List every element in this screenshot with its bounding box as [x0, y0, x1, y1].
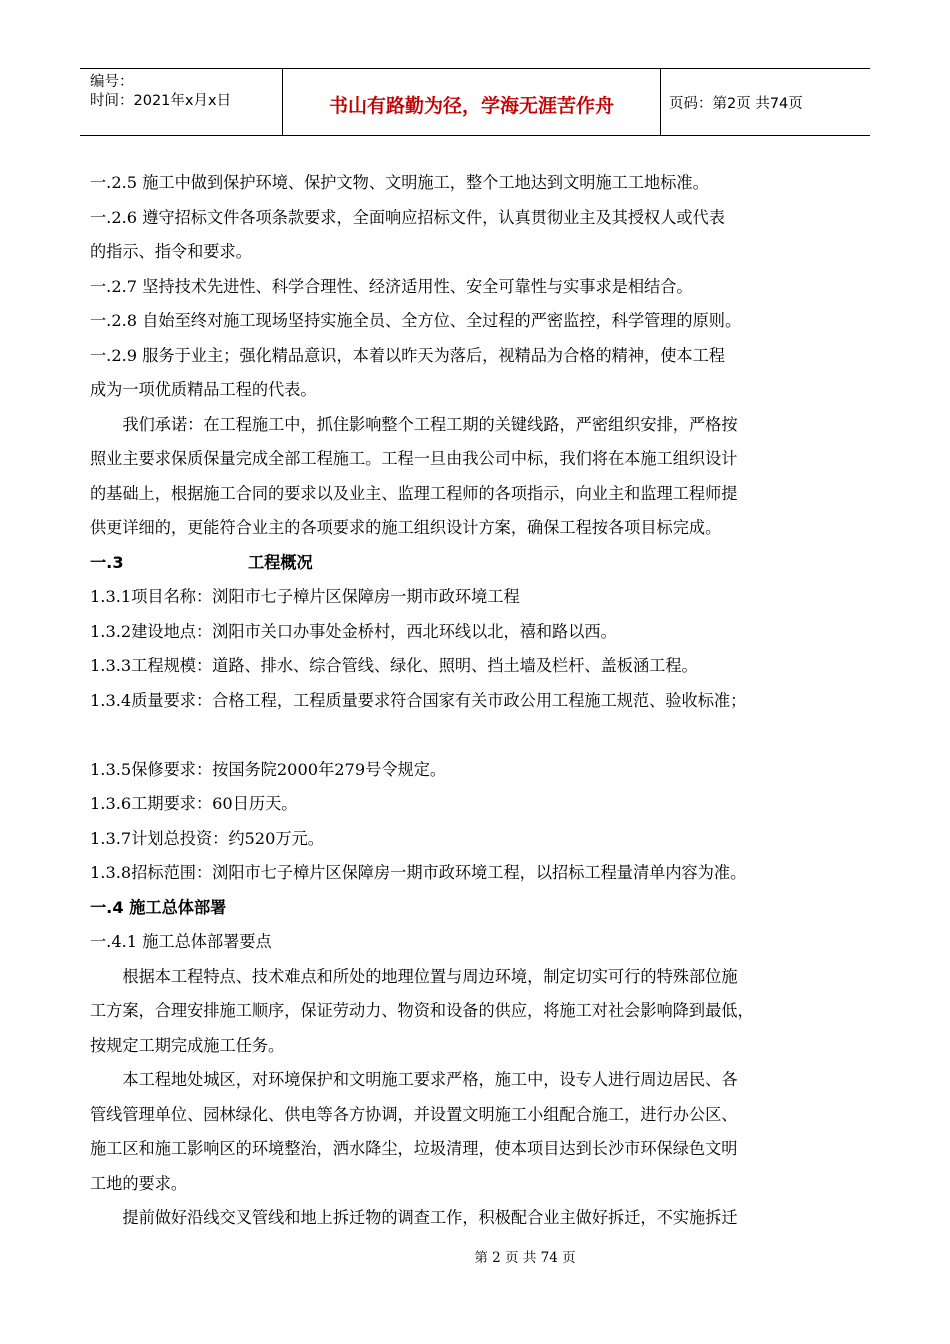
blank-line — [90, 718, 865, 753]
list-item: 1.3.8招标范围：浏阳市七子樟片区保障房一期市政环境工程，以招标工程量清单内容为准。 — [90, 863, 747, 882]
paragraph: 一.2.8 自始至终对施工现场坚持实施全员、全方位、全过程的严密监控，科学管理的原则。 — [90, 311, 742, 330]
paragraph: 供更详细的，更能符合业主的各项要求的施工组织设计方案，确保工程按各项目标完成。 — [90, 518, 722, 537]
header-motto: 书山有路勤为径，学海无涯苦作舟 — [283, 69, 661, 135]
list-item: 1.3.6工期要求：60日历天。 — [90, 794, 298, 813]
paragraph: 本工程地处城区，对环境保护和文明施工要求严格，施工中，设专人进行周边居民、各 — [122, 1070, 738, 1089]
paragraph: 的基础上，根据施工合同的要求以及业主、监理工程师的各项指示，向业主和监理工程师提 — [90, 483, 738, 503]
document-body — [90, 166, 865, 1236]
document-date: 时间：2021年x月x日 — [90, 93, 232, 109]
section-heading — [90, 546, 865, 581]
paragraph: 工地的要求。 — [90, 1173, 188, 1193]
subsection-heading: 一.4.1 施工总体部署要点 — [90, 932, 272, 951]
paragraph: 成为一项优质精品工程的代表。 — [90, 380, 317, 399]
section-heading: 一.4 施工总体部署 — [90, 897, 227, 917]
header-page-number: 页码：第2页 共74页 — [669, 95, 803, 112]
page-footer: 第 2 页 共 74 页 — [474, 1250, 576, 1266]
paragraph: 提前做好沿线交叉管线和地上拆迁物的调查工作，积极配合业主做好拆迁，不实施拆迁 — [122, 1208, 738, 1227]
document-header — [80, 68, 870, 136]
list-item: 1.3.3工程规模：道路、排水、综合管线、绿化、照明、挡土墙及栏杆、盖板涵工程。 — [90, 656, 698, 675]
paragraph: 一.2.9 服务于业主；强化精品意识，本着以昨天为落后，视精品为合格的精神，使本工程 — [90, 345, 725, 365]
header-meta-cell — [80, 69, 283, 135]
paragraph: 工方案，合理安排施工顺序，保证劳动力、物资和设备的供应，将施工对社会影响降到最低， — [90, 1001, 754, 1020]
section-number: 一.3 — [90, 552, 124, 572]
paragraph: 我们承诺：在工程施工中，抓住影响整个工程工期的关键线路，严密组织安排，严格按 — [122, 414, 738, 434]
list-item: 1.3.2建设地点：浏阳市关口办事处金桥村，西北环线以北，禧和路以西。 — [90, 621, 617, 641]
list-item: 1.3.5保修要求：按国务院2000年279号令规定。 — [90, 759, 447, 779]
paragraph: 的指示、指令和要求。 — [90, 242, 252, 261]
paragraph: 一.2.7 坚持技术先进性、科学合理性、经济适用性、安全可靠性与实事求是相结合。 — [90, 276, 693, 296]
list-item: 1.3.1项目名称：浏阳市七子樟片区保障房一期市政环境工程 — [90, 587, 520, 606]
paragraph: 根据本工程特点、技术难点和所处的地理位置与周边环境，制定切实可行的特殊部位施 — [122, 966, 738, 986]
paragraph: 一.2.6 遵守招标文件各项条款要求，全面响应招标文件，认真贯彻业主及其授权人或代表 — [90, 207, 725, 227]
list-item: 1.3.4质量要求：合格工程，工程质量要求符合国家有关市政公用工程施工规范、验收标准； — [90, 690, 747, 710]
paragraph: 照业主要求保质保量完成全部工程施工。工程一旦由我公司中标，我们将在本施工组织设计 — [90, 449, 738, 468]
section-title: 工程概况 — [248, 552, 313, 572]
paragraph: 一.2.5 施工中做到保护环境、保护文物、文明施工，整个工地达到文明施工工地标准。 — [90, 173, 709, 192]
paragraph: 按规定工期完成施工任务。 — [90, 1035, 285, 1055]
paragraph: 施工区和施工影响区的环境整治，洒水降尘，垃圾清理，使本项目达到长沙市环保绿色文明 — [90, 1139, 738, 1158]
list-item: 1.3.7计划总投资：约520万元。 — [90, 828, 324, 848]
document-number: 编号： — [90, 74, 134, 90]
paragraph: 管线管理单位、园林绿化、供电等各方协调，并设置文明施工小组配合施工，进行办公区、 — [90, 1104, 738, 1124]
